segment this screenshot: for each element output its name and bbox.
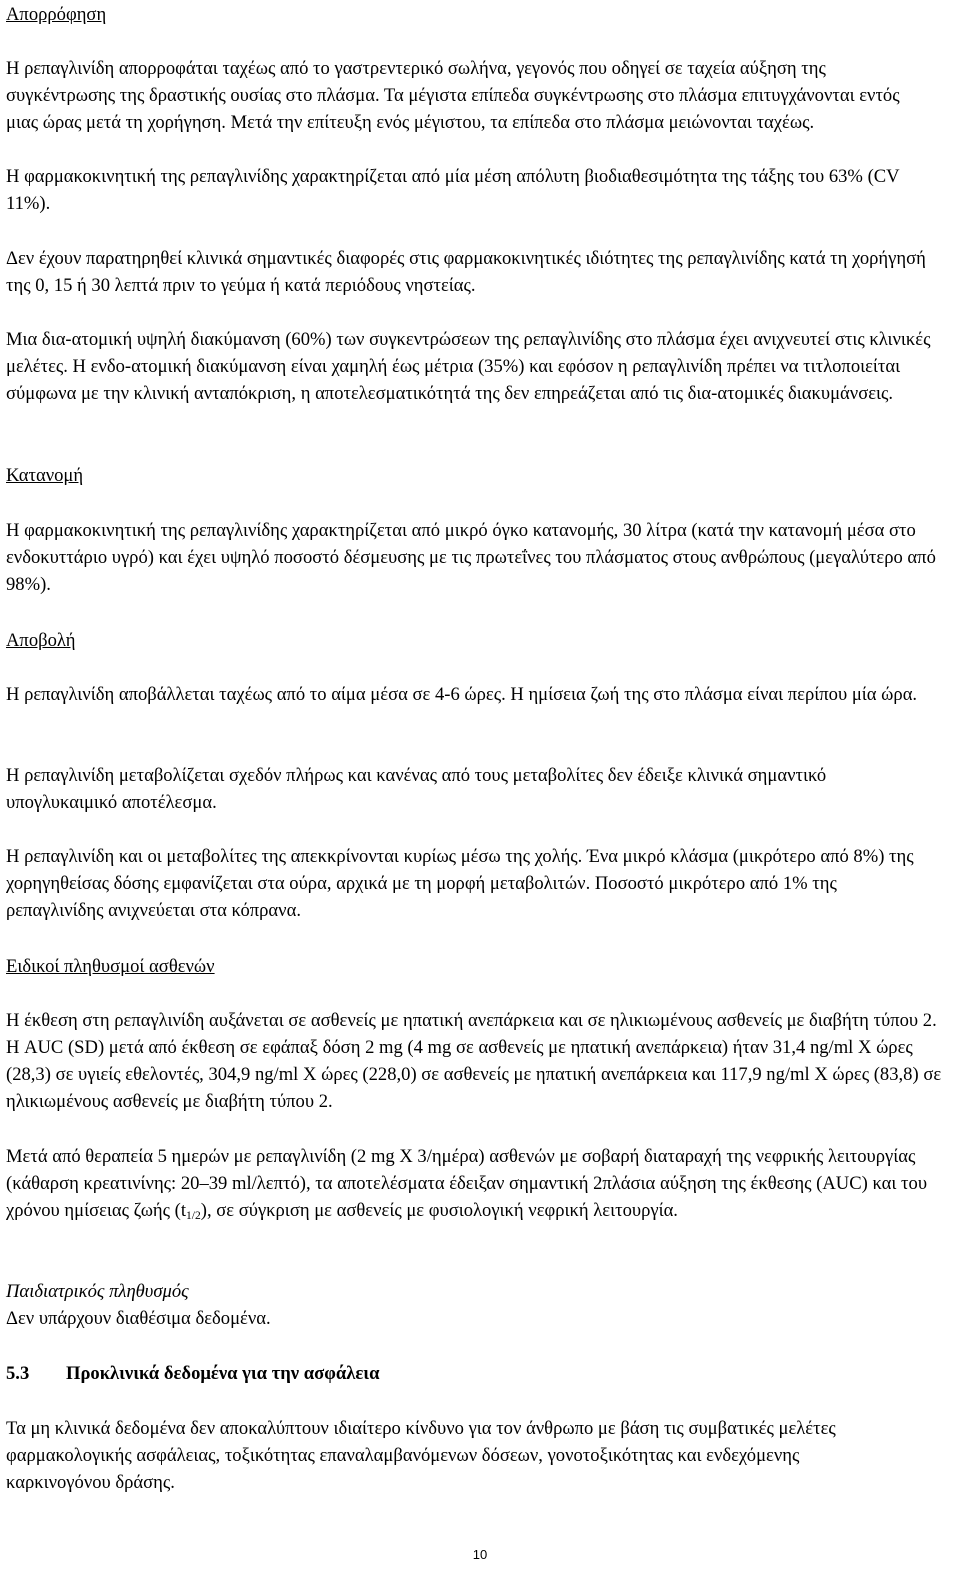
- paragraph-absorption-3: Μια δια-ατομική υψηλή διακύμανση (60%) των συγκεντρώσεων της ρεπαγλινίδης στο πλάσμα έχει ανιχνευτεί στις κλινικές μελέτες. Η ενδο-ατομική διακύμανση είναι χαμηλή έως μέτρια (35%) και εφόσον η ρεπαγλινίδη πρέπει να τιτλοποιείται σύμφωνα με την κλινική ανταπόκριση, η αποτελεσματικότητά της δεν επηρεάζεται από τις δια-ατομικές διακυμάνσεις.: [6, 329, 931, 404]
- heading-paediatric: Παιδιατρικός πληθυσμός: [6, 1281, 189, 1302]
- heading-absorption: Απορρόφηση: [6, 4, 107, 25]
- paragraph-absorption-1b: Η φαρμακοκινητική της ρεπαγλινίδης χαρακτηρίζεται από μία μέση απόλυτη βιοδιαθεσιμότητα της τάξης του 63% (CV 11%).: [6, 166, 900, 214]
- paragraph-distribution-1: Η φαρμακοκινητική της ρεπαγλινίδης χαρακτηρίζεται από μικρό όγκο κατανομής, 30 λίτρα (κατά την κατανομή μέσα στο ενδοκυττάριο υγρό) και έχει υψηλό ποσοστό δέσμευσης με τις πρωτεΐνες του πλάσματος στους ανθρώπους (μεγαλύτερο από 98%).: [6, 520, 936, 595]
- page-number: 10: [472, 1547, 488, 1562]
- section-heading-5-3: [6, 1360, 379, 1387]
- paragraph-absorption-2: Δεν έχουν παρατηρηθεί κλινικά σημαντικές διαφορές στις φαρμακοκινητικές ιδιότητες της ρεπαγλινίδης κατά τη χορήγησή της 0, 15 ή 30 λεπτά πριν το γεύμα ή κατά περιόδους νηστείας.: [6, 248, 926, 296]
- paragraph-preclinical-1: Τα μη κλινικά δεδομένα δεν αποκαλύπτουν ιδιαίτερο κίνδυνο για τον άνθρωπο με βάση τις συμβατικές μελέτες φαρμακολογικής ασφάλειας, τοξικότητας επαναλαμβανόμενων δόσεων, γονοτοξικότητας και ενδεχόμενης καρκινογόνου δράσης.: [6, 1418, 836, 1493]
- paragraph-special-2-text-b: ), σε σύγκριση με ασθενείς με φυσιολογική νεφρική λειτουργία.: [200, 1200, 678, 1221]
- paragraph-elimination-2: Η ρεπαγλινίδη μεταβολίζεται σχεδόν πλήρως και κανένας από τους μεταβολίτες δεν έδειξε κλινικά σημαντικό υπογλυκαιμικό αποτέλεσμα.: [6, 765, 827, 813]
- half-life-subscript: 1/2: [186, 1210, 201, 1222]
- section-title: Προκλινικά δεδομένα για την ασφάλεια: [66, 1363, 380, 1384]
- heading-distribution: Κατανομή: [6, 465, 84, 486]
- section-number: 5.3: [6, 1363, 30, 1384]
- paragraph-special-2-text-a: Μετά από θεραπεία 5 ημερών με ρεπαγλινίδη (2 mg X 3/ημέρα) ασθενών με σοβαρή διαταραχή της νεφρικής λειτουργίας (κάθαρση κρεατινίνης: 20–39 ml/λεπτό), τα αποτελέσματα έδειξαν σημαντική 2πλάσια αύξηση της έκθεσης (AUC) και του χρόνου ημίσειας ζωής (t: [6, 1146, 928, 1221]
- paragraph-special-2: [6, 1143, 950, 1224]
- paragraph-special-1: Η έκθεση στη ρεπαγλινίδη αυξάνεται σε ασθενείς με ηπατική ανεπάρκεια και σε ηλικιωμένους ασθενείς με διαβήτη τύπου 2. Η AUC (SD) μετά από έκθεση σε εφάπαξ δόση 2 mg (4 mg σε ασθενείς με ηπατική ανεπάρκεια) ήταν 31,4 ng/ml X ώρες (28,3) σε υγιείς εθελοντές, 304,9 ng/ml X ώρες (228,0) σε ασθενείς με ηπατική ανεπάρκεια και 117,9 ng/ml X ώρες (83,8) σε ηλικιωμένους ασθενείς με διαβήτη τύπου 2.: [6, 1010, 942, 1112]
- paragraph-elimination-1: Η ρεπαγλινίδη αποβάλλεται ταχέως από το αίμα μέσα σε 4-6 ώρες. Η ημίσεια ζωή της στο πλάσμα είναι περίπου μία ώρα.: [6, 684, 918, 705]
- paragraph-elimination-3: Η ρεπαγλινίδη και οι μεταβολίτες της απεκκρίνονται κυρίως μέσω της χολής. Ένα μικρό κλάσμα (μικρότερο από 8%) της χορηγηθείσας δόσης εμφανίζεται στα ούρα, αρχικά με τη μορφή μεταβολιτών. Ποσοστό μικρότερο από 1% της ρεπαγλινίδης ανιχνεύεται στα κόπρανα.: [6, 846, 914, 921]
- heading-elimination: Αποβολή: [6, 630, 76, 651]
- heading-special-populations: Ειδικοί πληθυσμοί ασθενών: [6, 956, 215, 977]
- paragraph-absorption-1: Η ρεπαγλινίδη απορροφάται ταχέως από το γαστρεντερικό σωλήνα, γεγονός που οδηγεί σε ταχεία αύξηση της συγκέντρωσης της δραστικής ουσίας στο πλάσμα. Τα μέγιστα επίπεδα συγκέντρωσης στο πλάσμα επιτυγχάνονται εντός μιας ώρας μετά τη χορήγηση. Μετά την επίτευξη ενός μέγιστου, τα επίπεδα στο πλάσμα μειώνονται ταχέως.: [6, 58, 900, 133]
- paragraph-paediatric-1: Δεν υπάρχουν διαθέσιμα δεδομένα.: [6, 1308, 271, 1329]
